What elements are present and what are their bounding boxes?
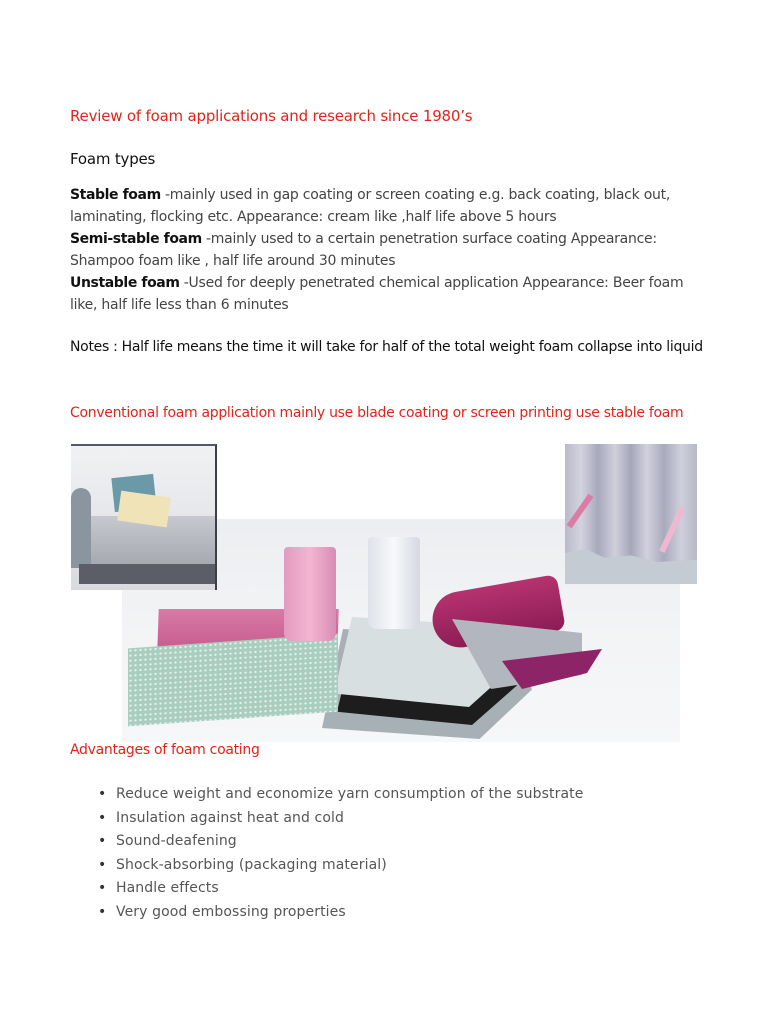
list-item: • Insulation against heat and cold [98, 807, 583, 831]
foam-type-desc-cont: laminating, flocking etc. Appearance: cream like ,half life above 5 hours [70, 209, 557, 225]
foam-type-semi-stable [70, 228, 730, 272]
list-item: • Very good embossing properties [98, 901, 583, 925]
conventional-application-heading: Conventional foam application mainly use blade coating or screen printing use stable foam [70, 405, 684, 421]
document-title: Review of foam applications and research since 1980’s [70, 107, 473, 125]
foam-type-unstable [70, 272, 730, 316]
sofa-image [71, 444, 217, 590]
list-item: • Sound-deafening [98, 830, 583, 854]
list-item: • Handle effects [98, 877, 583, 901]
foam-type-name: Unstable foam [70, 275, 180, 291]
foam-type-name: Semi-stable foam [70, 231, 202, 247]
foam-type-desc: -mainly used in gap coating or screen coating e.g. back coating, black out, [160, 187, 671, 203]
curtain-image [565, 444, 697, 584]
foam-type-desc-cont: Shampoo foam like , half life around 30 minutes [70, 253, 396, 269]
foam-type-desc-cont: like, half life less than 6 minutes [70, 297, 289, 313]
advantages-list [98, 783, 583, 924]
advantages-heading: Advantages of foam coating [70, 742, 260, 758]
foam-type-name: Stable foam [70, 187, 161, 203]
foam-type-desc: -Used for deeply penetrated chemical application Appearance: Beer foam [179, 275, 684, 291]
foam-type-stable [70, 184, 730, 228]
foam-type-desc: -mainly used to a certain penetration surface coating Appearance: [201, 231, 657, 247]
list-item: • Reduce weight and economize yarn consumption of the substrate [98, 783, 583, 807]
list-item: • Shock-absorbing (packaging material) [98, 854, 583, 878]
foam-types-heading: Foam types [70, 150, 156, 168]
half-life-note: Notes : Half life means the time it will take for half of the total weight foam collapse into liquid [70, 339, 703, 355]
